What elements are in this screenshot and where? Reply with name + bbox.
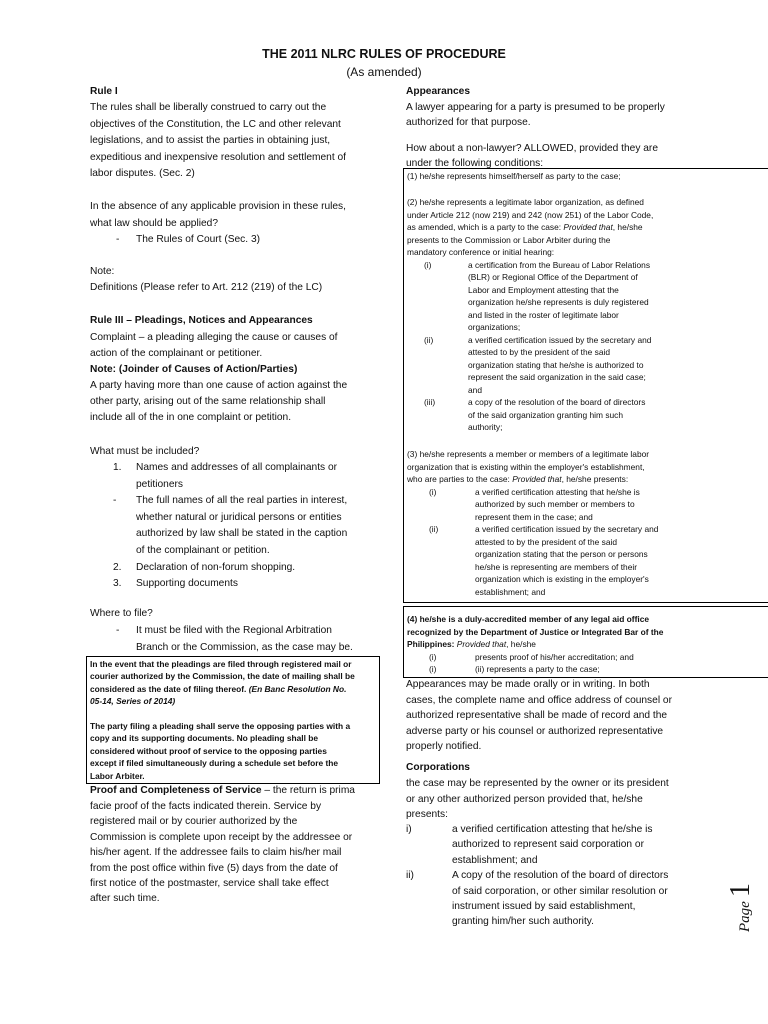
where-dash: - — [116, 625, 120, 636]
rule1-line: The rules shall be liberally construed to carry out the — [90, 102, 327, 113]
condition-2-line: presents to the Commission or Labor Arbiter during the — [407, 234, 611, 245]
rule3-heading: Rule III – Pleadings, Notices and Appearances — [90, 315, 313, 326]
corporations-heading: Corporations — [406, 762, 470, 773]
page-number-mark — [725, 872, 759, 932]
appearances-line: authorized for that purpose. — [406, 117, 531, 129]
filing-note-citation-cont: 05-14, Series of 2014) — [90, 696, 176, 707]
condition-3-after: , he/she presents: — [561, 474, 629, 484]
rule1-line: expeditious and inexpensive resolution and settlement of — [90, 151, 346, 163]
condition-2-item-marker: (i) — [424, 259, 432, 270]
service-note-line: The party filing a pleading shall serve the opposing parties with a — [90, 721, 351, 731]
proof-line: from the post office within five (5) days from the date of — [90, 862, 338, 874]
condition-2-item-line: authority; — [468, 422, 503, 432]
condition-2-line — [407, 221, 643, 233]
proof-first-text: – the return is prima — [261, 785, 355, 796]
joinder-line: other party, arising out of the same relationship shall — [90, 396, 326, 408]
included-line: whether natural or juridical persons or entities — [136, 511, 342, 523]
condition-4-item-marker: (i) — [429, 651, 437, 662]
included-marker: 2. — [113, 561, 122, 573]
condition-2-item-marker: (ii) — [424, 334, 434, 345]
service-note-line: Labor Arbiter. — [90, 770, 145, 781]
condition-3-line — [407, 448, 649, 460]
proof-line: after such time. — [90, 893, 160, 905]
condition-4-line — [407, 638, 536, 650]
included-line: of the complainant or petition. — [136, 545, 270, 556]
condition-2-item-marker: (iii) — [424, 397, 436, 407]
where-line: Branch or the Commission, as the case may be. — [136, 641, 353, 653]
document-title: THE 2011 NLRC RULES OF PROCEDURE — [262, 47, 506, 61]
proof-line-1 — [90, 783, 355, 799]
provided-that: Provided that — [456, 639, 507, 649]
condition-4-item-text: (ii) represents a party to the case; — [475, 664, 600, 674]
condition-3-item-line: a verified certification issued by the secretary and — [475, 524, 659, 534]
condition-3-line — [407, 461, 645, 473]
condition-2-item-line: attested to by the president of the said — [468, 347, 611, 357]
corporations-item-line: granting him/her such authority. — [452, 916, 594, 928]
oral-line: properly notified. — [406, 741, 482, 753]
condition-2-text: under Article 212 (now 219) and 242 (now 251) of the Labor Code, — [407, 209, 654, 220]
included-line: Declaration of non-forum shopping. — [136, 561, 296, 573]
condition-3-item-line: authorized by such member or members to — [475, 499, 635, 509]
condition-2-item-line: a verified certification issued by the secretary and — [468, 334, 652, 345]
condition-4-after: , he/she — [506, 639, 536, 649]
provided-that: Provided that — [563, 222, 613, 232]
proof-line: registered mail or by courier authorized by the — [90, 816, 298, 828]
service-note-line: except if filed simultaneously during a schedule set before the — [90, 758, 339, 769]
condition-4-text: (4) he/she is a duly-accredited member of any legal aid office — [407, 614, 650, 624]
included-line: Names and addresses of all complainants or — [136, 462, 338, 473]
absence-line: what law should be applied? — [90, 217, 219, 229]
included-marker: - — [113, 495, 117, 507]
joinder-line: include all of the in one complaint or petition. — [90, 412, 292, 424]
corporations-item-marker: ii) — [406, 870, 414, 882]
condition-2-item-line: and listed in the roster of legitimate labor — [468, 309, 619, 320]
filing-note-text: In the event that the pleadings are filed through registered mail or — [90, 659, 352, 669]
condition-2-item-line: organization he/she represents is duly registered — [468, 297, 649, 307]
condition-4-text: Philippines: — [407, 639, 457, 649]
condition-2-item-line: (BLR) or Regional Office of the Department of — [468, 272, 638, 282]
condition-3-item-line: attested to by the president of the said — [475, 536, 618, 547]
rule1-line: labor disputes. (Sec. 2) — [90, 168, 195, 179]
absence-dash: - — [116, 234, 120, 245]
corporations-item-line: establishment; and — [452, 854, 538, 866]
rule1-line: legislations, and to assist the parties in obtaining just, — [90, 135, 331, 146]
condition-3-line — [407, 473, 628, 485]
condition-4-item-text: presents proof of his/her accreditation; and — [475, 651, 634, 662]
rule1-line: objectives of the Constitution, the LC and other relevant — [90, 118, 341, 130]
corporations-line: or any other authorized person provided that, he/she — [406, 793, 643, 805]
filing-note-line — [90, 683, 346, 695]
note-definitions: Definitions (Please refer to Art. 212 (219) of the LC) — [90, 282, 323, 293]
condition-3-item-line: he/she is representing are members of their — [475, 561, 637, 572]
condition-3-item-line: establishment; and — [475, 586, 546, 597]
absence-answer: The Rules of Court (Sec. 3) — [136, 234, 260, 245]
condition-2-text: as amended, which is a party to the case: — [407, 222, 564, 232]
provided-that: Provided that — [512, 474, 562, 484]
service-note-line: copy and its supporting documents. No pleading shall be — [90, 733, 319, 744]
included-marker: 3. — [113, 578, 122, 590]
condition-3-item-line: organization stating that the person or persons — [475, 549, 648, 559]
filing-note-text: considered as the date of filing thereof. — [90, 683, 249, 694]
nonlawyer-line: under the following conditions: — [406, 158, 544, 170]
filing-note-line — [90, 658, 352, 670]
condition-2-item-line: organizations; — [468, 322, 521, 332]
document-subtitle: (As amended) — [346, 65, 422, 79]
joinder-note: Note: (Joinder of Causes of Action/Parties) — [90, 364, 298, 375]
corporations-line: presents: — [406, 809, 448, 821]
proof-line: Commission is complete upon receipt by the addressee or — [90, 831, 353, 843]
filing-note-text: courier authorized by the Commission, the date of mailing shall be — [90, 671, 355, 682]
condition-2-item-line: organization stating that he/she is authorized to — [468, 359, 644, 370]
rule1-heading: Rule I — [90, 86, 118, 97]
filing-note-line — [90, 670, 355, 682]
proof-heading: Proof and Completeness of Service — [90, 785, 262, 796]
condition-2-item-line: a certification from the Bureau of Labor Relations — [468, 259, 651, 270]
note-label: Note: — [90, 266, 115, 277]
filing-note-citation: (En Banc Resolution No. — [248, 683, 347, 694]
included-question: What must be included? — [90, 446, 200, 457]
proof-line: first notice of the postmaster, service shall take effect — [90, 878, 329, 889]
absence-line: In the absence of any applicable provision in these rules, — [90, 201, 346, 212]
joinder-line: A party having more than one cause of action against the — [90, 380, 348, 391]
nonlawyer-line: How about a non-lawyer? ALLOWED, provided they are — [406, 143, 658, 154]
where-question: Where to file? — [90, 608, 153, 619]
condition-2-item-line: represent the said organization in the said case; — [468, 372, 646, 382]
corporations-item-line: a verified certification attesting that he/she is — [452, 824, 653, 835]
oral-line: adverse party or his counsel or authorized representative — [406, 725, 664, 737]
corporations-line: the case may be represented by the owner or its president — [406, 778, 669, 789]
condition-4-line — [407, 626, 663, 638]
appearances-heading: Appearances — [406, 86, 470, 97]
complaint-line: action of the complainant or petitioner. — [90, 348, 263, 360]
page-word: Page — [737, 901, 753, 932]
condition-3-text: who are parties to the case: — [407, 474, 513, 484]
condition-3-item-line: a verified certification attesting that he/she is — [475, 486, 640, 497]
condition-3-item-line: organization which is existing in the employer's — [475, 574, 649, 584]
appearances-line: A lawyer appearing for a party is presumed to be properly — [406, 102, 665, 113]
complaint-line: Complaint – a pleading alleging the cause or causes of — [90, 332, 338, 343]
condition-4-line — [407, 613, 649, 625]
condition-1: (1) he/she represents himself/herself as party to the case; — [407, 171, 621, 181]
condition-2-line: mandatory conference or initial hearing: — [407, 247, 555, 257]
page-number: 1 — [725, 883, 756, 898]
corporations-item-line: A copy of the resolution of the board of directors — [452, 870, 669, 882]
included-line: The full names of all the real parties in interest, — [136, 495, 348, 507]
service-note-line: considered without proof of service to the opposing parties — [90, 745, 327, 756]
included-marker: 1. — [113, 462, 122, 473]
condition-2-item-line: and — [468, 384, 482, 395]
corporations-item-marker: i) — [406, 824, 412, 835]
oral-line: cases, the complete name and office address of counsel or — [406, 694, 672, 706]
condition-2-line — [407, 209, 653, 221]
corporations-item-line: instrument issued by said establishment, — [452, 901, 636, 912]
condition-2-text: (2) he/she represents a legitimate labor organization, as defined — [407, 197, 644, 207]
condition-3-item-marker: (i) — [429, 486, 437, 497]
condition-2-item-line: of the said organization granting him such — [468, 409, 624, 420]
condition-3-text: organization that is existing within the employer's establishment, — [407, 461, 645, 472]
condition-2-line — [407, 196, 644, 208]
condition-3-item-marker: (ii) — [429, 524, 439, 534]
condition-4-item-marker: (i) — [429, 664, 437, 674]
condition-3-text: (3) he/she represents a member or members of a legitimate labor — [407, 449, 650, 459]
condition-2-after: , he/she — [612, 222, 643, 232]
where-line: It must be filed with the Regional Arbitration — [136, 625, 332, 636]
condition-3-item-line: represent them in the case; and — [475, 511, 593, 522]
proof-line: his/her agent. If the addressee fails to claim his/her mail — [90, 847, 342, 859]
corporations-item-line: of said corporation, or other similar resolution or — [452, 885, 668, 897]
included-line: Supporting documents — [136, 578, 238, 590]
filing-note-citation-a-line — [90, 697, 95, 722]
condition-2-item-line: a copy of the resolution of the board of directors — [468, 397, 646, 407]
condition-2-item-line: Labor and Employment attesting that the — [468, 284, 619, 295]
oral-line: authorized representative shall be made of record and the — [406, 710, 668, 722]
included-line: petitioners — [136, 478, 184, 490]
proof-line: facie proof of the facts indicated therein. Service by — [90, 801, 322, 812]
included-line: authorized by law shall be stated in the caption — [136, 528, 348, 540]
oral-line: Appearances may be made orally or in writing. In both — [406, 679, 650, 690]
corporations-item-line: authorized to represent said corporation or — [452, 839, 644, 851]
condition-4-text: recognized by the Department of Justice or Integrated Bar of the — [407, 626, 664, 637]
